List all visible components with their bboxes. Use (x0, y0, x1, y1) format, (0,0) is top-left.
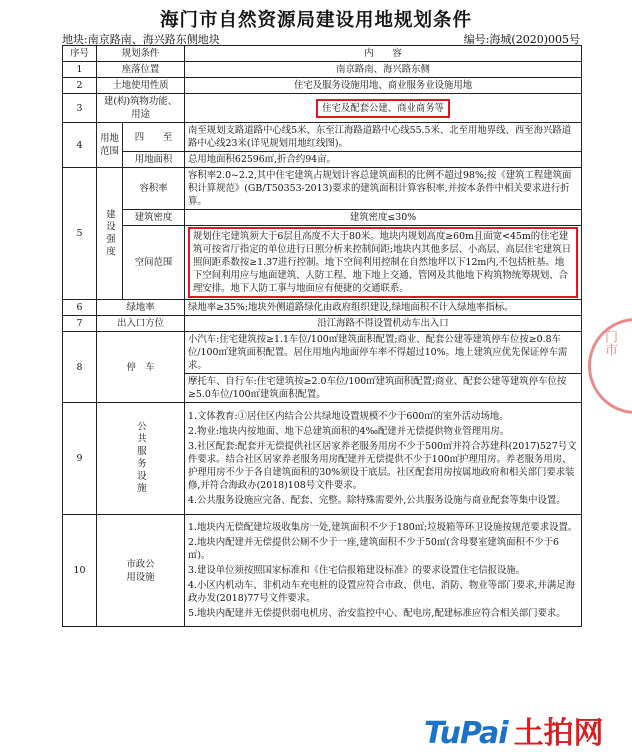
row-sub-label: 四 至 (123, 123, 185, 152)
list-item: 1.地块内无偿配建垃圾收集房一处,建筑面积不少于180㎡;垃圾箱等环卫设施按规范要求设置。 (188, 522, 578, 533)
row-seq: 8 (63, 332, 97, 403)
row-content-list (185, 403, 582, 515)
table-row (63, 94, 582, 123)
seal-text: 门市 (602, 330, 617, 356)
tupai-watermark-logo (424, 708, 604, 752)
document-number: 编号:海城(2020)005号 (463, 33, 580, 46)
table-row (63, 210, 582, 226)
list-item: 3.建设单位须按照国家标准和《住宅信报箱建设标准》的要求设置住宅信报设施。 (188, 565, 526, 576)
row-content: 容积率2.0~2.2,其中住宅建筑占规划计容总建筑面积的比例不超过98%;按《建筑工程建筑面积计算规范》(GB/T50353-2013)要求的建筑面积计算容积率,并按本条件中相关要求进行折算。 (185, 168, 582, 210)
row-content-list (185, 515, 582, 627)
row-seq: 2 (63, 78, 97, 94)
row-content: 南至规划支路道路中心线5米、东至江海路道路中心线55.5米、北至用地界线、西至海兴路道路中心线23米(详见规划用地红线图)。 (185, 123, 582, 152)
page-title: 海门市自然资源局建设用地规划条件 (159, 10, 472, 31)
logo-english: TuPai (424, 716, 508, 751)
table-row (63, 403, 582, 515)
row-content: 南京路南、海兴路东侧 (185, 62, 582, 78)
table-row (63, 316, 582, 332)
row-content: 摩托车、自行车:住宅建筑按≥2.0车位/100㎡建筑面积配置;商业、配套公建等建筑停车位按≥5.0车位/100㎡建筑面积配置。 (185, 374, 582, 403)
row-name: 停 车 (97, 332, 185, 403)
table-row (63, 78, 582, 94)
table-row (63, 152, 582, 168)
row-name: 土地使用性质 (97, 78, 185, 94)
highlight-box: 住宅及配套公建、商业商务等 (316, 99, 450, 118)
header-project: 规划条件 (97, 46, 185, 62)
vertical-label: 公共服务设施 (135, 421, 146, 496)
row-sub-label: 用地面积 (123, 152, 185, 168)
row-sub-label: 建筑密度 (123, 210, 185, 226)
table-row (63, 515, 582, 627)
vertical-label: 建设强度 (104, 208, 115, 259)
conditions-table (62, 45, 582, 627)
row-seq: 6 (63, 300, 97, 316)
row-content: 沿江海路不得设置机动车出入口 (185, 316, 582, 332)
table-row (63, 332, 582, 374)
row-content: 小汽车:住宅建筑按≥1.1车位/100㎡建筑面积配置;商业、配套公建等建筑停车位按≥0.8车位/100㎡建筑面积配置。居住用地内地面停车率不得超过10%。地上建筑应优先保证停车需求。 (185, 332, 582, 374)
list-item: 2.物业:地块内按地面、地下总建筑面积的4‰配建并无偿提供物业管理用房。 (188, 426, 510, 437)
list-item: 4.小区内机动车、非机动车充电桩的设置应符合市政、供电、消防、物业等部门要求,并满足海政办发(2018)77号文件要求。 (188, 580, 575, 604)
row-name: 建(构)筑物功能、用途 (97, 94, 185, 123)
row-sub-label: 容积率 (123, 168, 185, 210)
row-content: 住宅及服务设施用地、商业服务业设施用地 (185, 78, 582, 94)
table-row (63, 123, 582, 152)
row-seq: 7 (63, 316, 97, 332)
table-row (63, 300, 582, 316)
row-seq: 5 (63, 168, 97, 300)
highlight-box: 规划住宅建筑须大于6层且高度不大于80米。地块内规划高度≥60m且面宽<45m的住宅建筑可按省厅指定的单位进行日照分析来控制间距;地块内其他多层、小高层、高层住宅建筑日照间距系数按≥1.37进行控制。地下空间利用控制在自然地坪以下12m内,不包括桩基。地下空间利用应与地面建筑、人防工程、地下地上交通、管网及其他地下构筑物统筹规划、合理安排。地下人防工事与地面应有便捷的交通联系。 (188, 227, 578, 298)
row-content: 绿地率≥35%;地块外侧道路绿化由政府组织建设,绿地面积不计入绿地率指标。 (185, 300, 582, 316)
table-row (63, 168, 582, 210)
list-item: 1.文体教育:①居住区内结合公共绿地设置规模不少于600㎡的室外活动场地。 (188, 411, 509, 422)
row-name: 座落位置 (97, 62, 185, 78)
row-seq: 1 (63, 62, 97, 78)
header-content: 内 容 (185, 46, 582, 62)
row-name (97, 403, 185, 515)
header-seq: 序号 (63, 46, 97, 62)
row-name: 绿地率 (97, 300, 185, 316)
logo-chinese: 土拍网 (513, 716, 604, 751)
table-row (63, 62, 582, 78)
row-group-label: 用地范围 (97, 123, 123, 168)
row-name (97, 515, 185, 627)
list-item: 3.社区配套:配套并无偿提供社区居家养老服务用房不少于500㎡并符合苏建科(2017)527号文件要求。结合社区居家养老服务用房配建并无偿提供不少于100㎡护理用房。养老服务用房、护理用房不少于各自建筑面积的30%须设于底层。社区配套用房按属地政府和相关部门要求装修,并符合海政办(2018)108号文件要求。 (188, 441, 577, 491)
row-content: 总用地面积62596㎡,折合约94亩。 (185, 152, 582, 168)
table-header-row (63, 46, 582, 62)
row-seq: 9 (63, 403, 97, 515)
row-content-highlighted (185, 226, 582, 300)
row-seq: 3 (63, 94, 97, 123)
row-seq: 10 (63, 515, 97, 627)
row-name-text: 市政公用设施 (126, 558, 155, 583)
table-row (63, 226, 582, 300)
site-label: 地块:南京路南、海兴路东侧地块 (62, 33, 220, 46)
row-group-label (97, 168, 123, 300)
list-item: 2.地块内配建并无偿提供公厕不少于一座,建筑面积不少于50㎡(含母婴室建筑面积不少于6㎡)。 (188, 537, 559, 561)
list-item: 5.地块内配建并无偿提供弱电机房、治安监控中心、配电房,配建标准应符合相关部门要求。 (188, 608, 566, 619)
row-seq: 4 (63, 123, 97, 168)
row-content-highlighted (185, 94, 582, 123)
row-name: 出入口方位 (97, 316, 185, 332)
row-content: 建筑密度≤30% (185, 210, 582, 226)
list-item: 4.公共服务设施应完备、配套、完整。除特殊需要外,公共服务设施与商业配套等集中设置。 (188, 495, 566, 506)
row-sub-label: 空间范围 (123, 226, 185, 300)
